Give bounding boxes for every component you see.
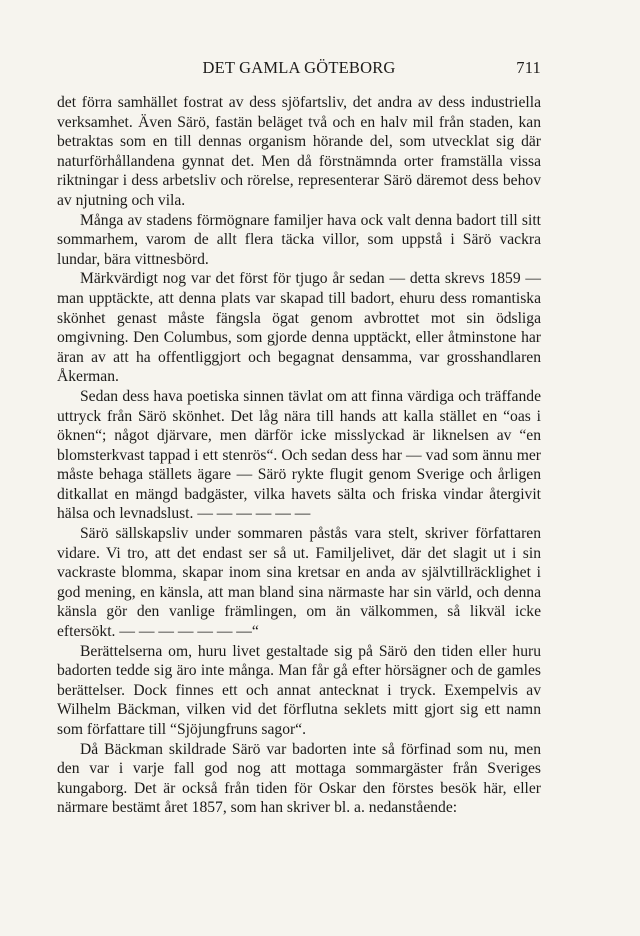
page-number: 711 — [516, 58, 541, 77]
paragraph: Märkvärdigt nog var det först för tjugo år sedan — detta skrevs 1859 — man upptäckte, att denna plats var skapad till badort, ehuru dess romantiska skönhet genast måste fängsla ögat genom avbrottet mot sin ödsliga omgivning. Den Columbus, som gjorde denna upptäckt, eller åtminstone har äran av att ha offentliggjort och begagnat densamma, var grosshandlaren Åkerman. — [57, 270, 541, 386]
paragraph: det förra samhället fostrat av dess sjöfartsliv, det andra av dess industriella verksamhet. Även Särö, fastän beläget två och en halv mil från staden, kan betraktas som en till dennas organism hörande del, som utvecklat sig där naturförhållandena gynnat det. Men då förstnämnda orter framställa vissa riktningar i dess arbetsliv och rörelse, representerar Särö däremot dess behov av njutning och vila. — [57, 94, 541, 209]
body-text — [57, 93, 541, 818]
paragraph: Berättelserna om, huru livet gestaltade sig på Särö den tiden eller huru badorten tedde sig äro inte många. Man får gå efter hörsägner och de gamles berättelser. Dock finnes ett och annat antecknat i tryck. Exempelvis av Wilhelm Bäckman, vilken vid det förflutna seklets mitt gjort sig ett namn som författare till “Sjöjungfruns sagor“. — [57, 642, 541, 738]
paragraph: Då Bäckman skildrade Särö var badorten inte så förfinad som nu, men den var i varje fall god nog att mottaga sommargäster från Sveriges kungaborg. Det är också från tiden för Oskar den förstes besök här, eller närmare bestämt året 1857, som han skriver bl. a. nedanstående: — [57, 740, 541, 817]
paragraph: Många av stadens förmögnare familjer hava ock valt denna badort till sitt sommarhem, varom de allt flera täcka villor, som uppstå i Särö vackra lundar, bära vittnesbörd. — [57, 211, 541, 268]
paragraph: Sedan dess hava poetiska sinnen tävlat om att finna värdiga och träffande uttryck från Särö skönhet. Det låg nära till hands att kalla stället en “oas i öknen“; något djärvare, men därför icke misslyckad är liknelsen av “en blomsterkvast tappad i ett stenrös“. Och sedan dess har — vad som ännu mer måste behaga ställets ägare — Särö rykte flugit genom Sverige och årligen ditkallat en mängd badgäster, vilka havets sälta och friska vindar återgivit hälsa och levnadslust. — — — — — — — [57, 387, 541, 523]
running-title: DET GAMLA GÖTEBORG — [202, 58, 396, 77]
paragraph: Särö sällskapsliv under sommaren påstås vara stelt, skriver författaren vidare. Vi tro, att det endast ser så ut. Familjelivet, där det slagit ut i sin vackraste blomma, skapar inom sina kretsar en anda av självtillräcklighet i god mening, en känsla, att man bland sina närmaste har sin värld, och denna känsla gör den vanlige främlingen, om än välkommen, så likväl icke eftersökt. — — — — — — —“ — [57, 525, 541, 641]
running-header — [57, 58, 541, 84]
